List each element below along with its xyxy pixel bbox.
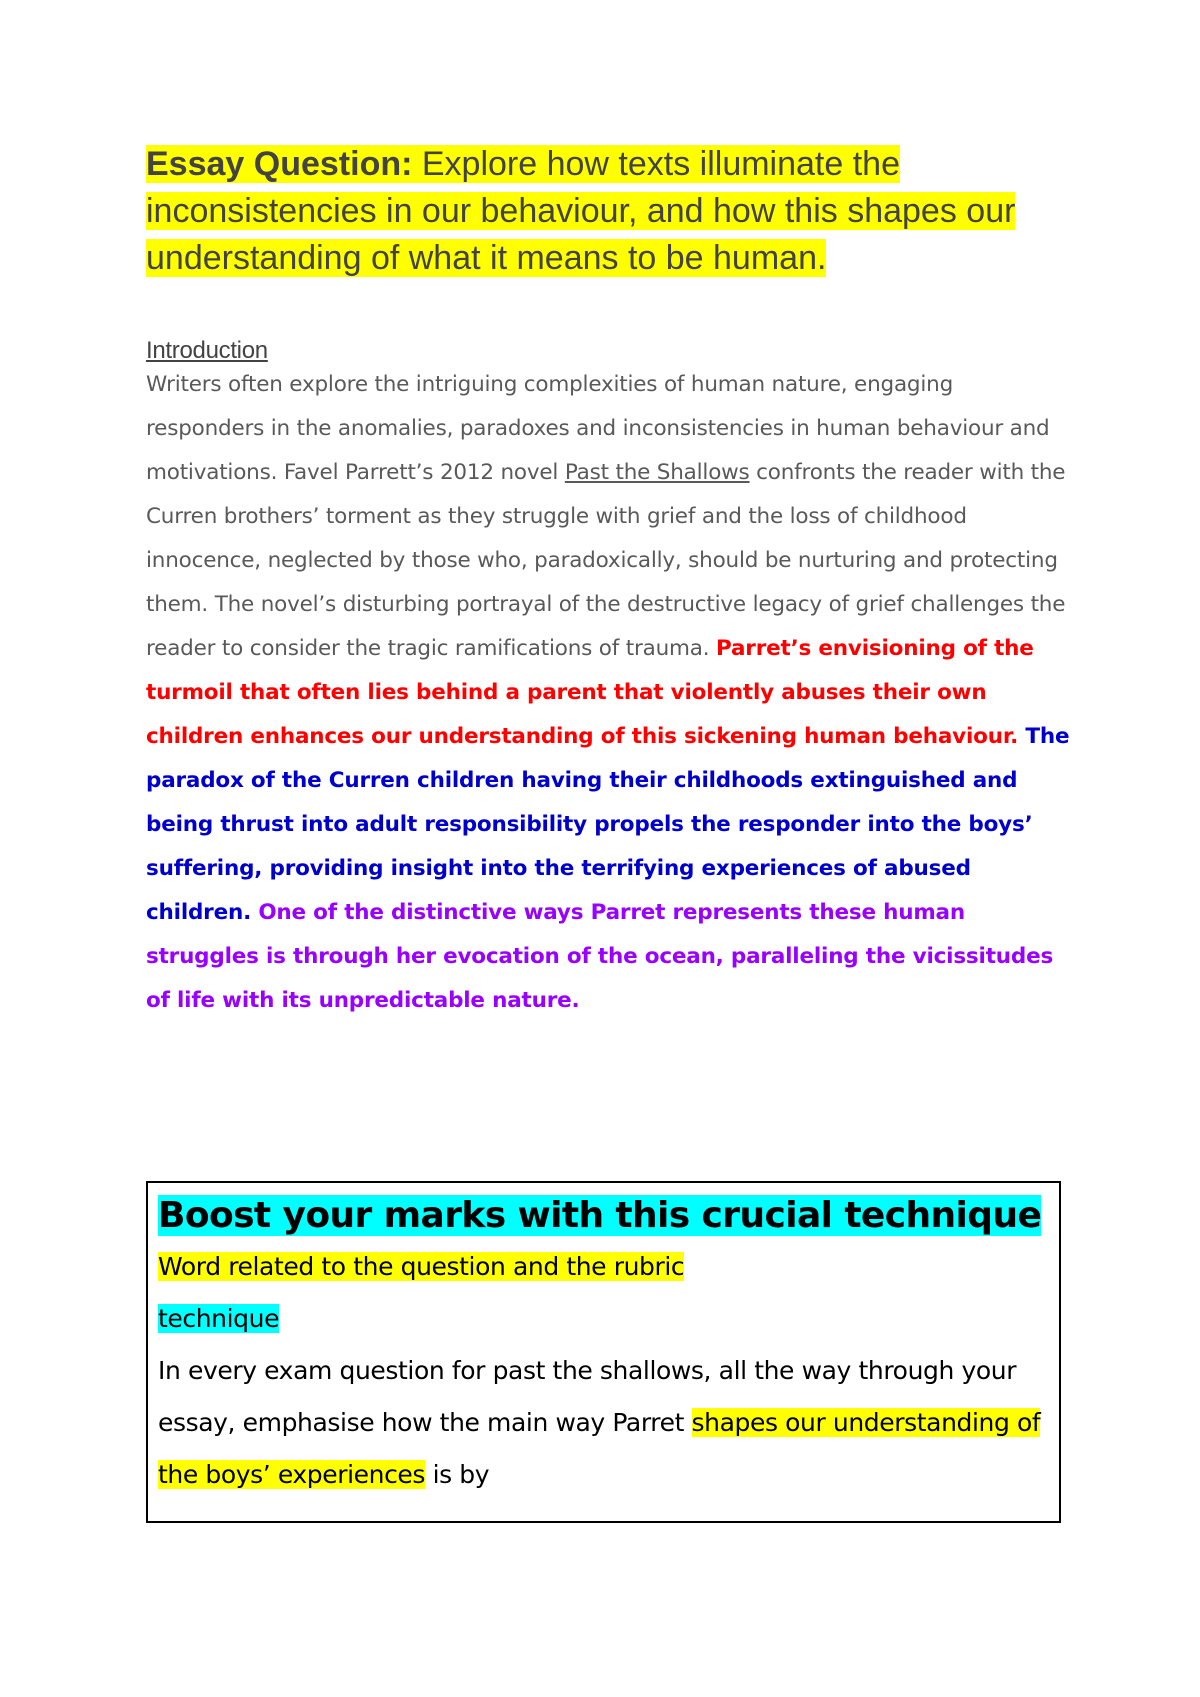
tip-body [158, 1345, 1049, 1501]
thesis-red: Parret’s envisioning of the turmoil that often lies behind a parent that violently abuses their own children enhances our understanding of this sickening human behaviour. [146, 636, 1034, 749]
tip-body-highlight: shapes our understanding of the boys’ experiences [158, 1408, 1041, 1489]
tip-title [158, 1191, 1049, 1241]
introduction-paragraph [146, 363, 1071, 1023]
technique-tip-box [146, 1181, 1061, 1523]
intro-text-part2: confronts the reader with the Curren brothers’ torment as they struggle with grief and the loss of childhood innocence, neglected by those who, paradoxically, should be nurturing and protecting them. The novel’s disturbing portrayal of the destructive legacy of grief challenges the reader to consider the tragic ramifications of trauma. [146, 460, 1066, 661]
essay-question [146, 141, 1046, 282]
essay-question-text: Explore how texts illuminate the inconsistencies in our behaviour, and how this shapes our understanding of what it means to be human. [146, 145, 1016, 277]
introduction-heading: Introduction [146, 337, 268, 364]
tip-body-part2: is by [425, 1460, 490, 1489]
legend-technique-text: technique [158, 1304, 280, 1333]
legend-word-text: Word related to the question and the rubric [158, 1252, 685, 1281]
thesis-blue: The paradox of the Curren children having their childhoods extinguished and being thrust into adult responsibility propels the responder into the boys’ suffering, providing insight into the terrifying experiences of abused children. [146, 724, 1070, 925]
thesis-purple: One of the distinctive ways Parret represents these human struggles is through her evocation of the ocean, paralleling the vicissitudes of life with its unpredictable nature. [146, 900, 1054, 1013]
tip-body-part1: In every exam question for past the shallows, all the way through your essay, emphasise how the main way Parret [158, 1356, 1017, 1437]
legend-technique [158, 1293, 1049, 1345]
essay-question-highlight [146, 145, 1015, 277]
novel-title: Past the Shallows [564, 460, 750, 485]
legend-word [158, 1241, 1049, 1293]
intro-text-part1: Writers often explore the intriguing complexities of human nature, engaging responders in the anomalies, paradoxes and inconsistencies in human behaviour and motivations. Favel Parrett’s 2012 novel [146, 372, 1050, 485]
essay-question-label: Essay Question: [146, 145, 413, 183]
tip-title-text: Boost your marks with this crucial technique [158, 1195, 1042, 1236]
